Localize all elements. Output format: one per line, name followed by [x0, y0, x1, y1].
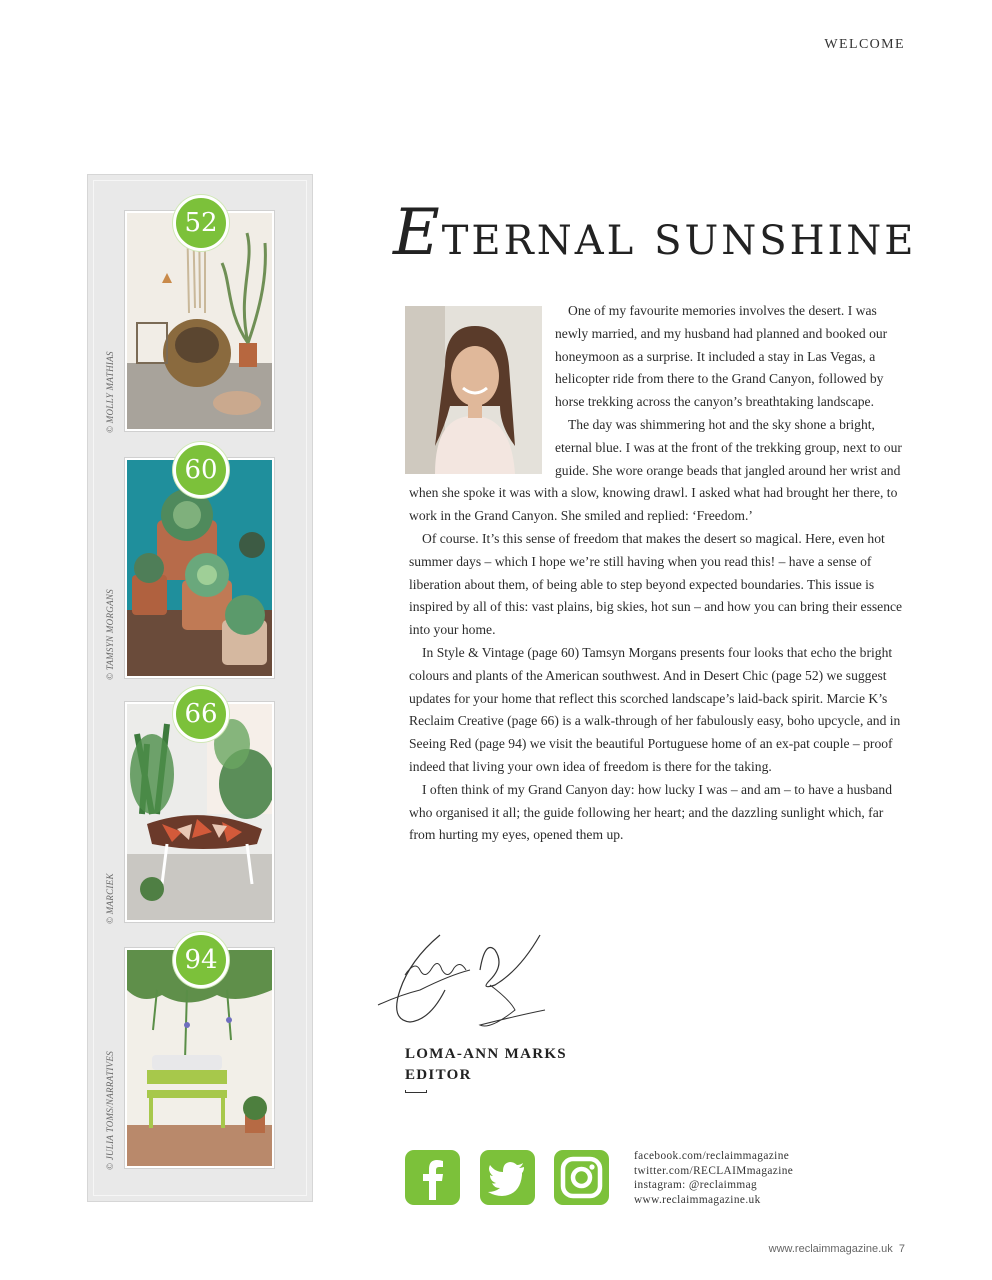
paragraph-5: I often think of my Grand Canyon day: how lucky I was – and am – to have a husband who organised it all; the guide following her heart; and the dazzling sunlight which, far from hurting my eyes, opened them up. [409, 781, 893, 843]
facebook-icon[interactable] [405, 1150, 460, 1205]
editor-role: EDITOR [405, 1067, 472, 1083]
photo-credit-1: © MOLLY MATHIAS [105, 351, 115, 433]
page-badge-94: 94 [173, 932, 229, 988]
paragraph-3: Of course. It’s this sense of freedom that makes the desert so magical. Here, even hot summer days – which I hope we’re still having when you read this! – have a sense of liberation about them, of being able to step beyond expected boundaries. This issue is inspired by all of this: vast plains, big skies, hot sun – and how you can bring their essence into your home. [409, 530, 903, 638]
contents-photo-strip [87, 174, 313, 1202]
facebook-link[interactable]: facebook.com/reclaimmagazine [634, 1150, 790, 1162]
footer-url: www.reclaimmagazine.uk [768, 1243, 893, 1255]
instagram-handle[interactable]: instagram: @reclaimmag [634, 1179, 758, 1192]
page-badge-60: 60 [173, 442, 229, 498]
paragraph-2: The day was shimmering hot and the sky shone a bright, eternal blue. I was at the front of the trekking group, next to our guide. She wore orange beads that jangled around her wrist and when she spoke it was with a slow, knowing drawl. I asked what had brought her there, to work in the Grand Canyon. She smiled and replied: ‘Freedom.’ [409, 416, 902, 524]
photo-credit-3: © MARCIEK [105, 873, 115, 924]
twitter-link[interactable]: twitter.com/RECLAIMmagazine [634, 1164, 794, 1177]
instagram-icon[interactable] [554, 1150, 609, 1205]
website-link[interactable]: www.reclaimmagazine.uk [634, 1194, 761, 1207]
photo-credit-2: © TAMSYN MORGANS [105, 589, 115, 680]
editor-letter [409, 300, 906, 847]
paragraph-4: In Style & Vintage (page 60) Tamsyn Morgans presents four looks that echo the bright colours and plants of the American southwest. And in Desert Chic (page 52) we suggest updates for your home that reflect this scorched landscape’s laid-back spirit. Marcie K’s Reclaim Creative (page 66) is a walk-through of her fabulously easy, boho upcycle, and in Seeing Red (page 94) we visit the beautiful Portuguese home of an ex-pat couple – proof indeed that living your own idea of freedom is there for the taking. [409, 644, 901, 774]
editor-signature [370, 930, 555, 1040]
editor-name: LOMA-ANN MARKS [405, 1046, 567, 1062]
page-badge-66: 66 [173, 686, 229, 742]
page-badge-52: 52 [173, 195, 229, 251]
twitter-icon[interactable] [480, 1150, 535, 1205]
photo-credit-4: © JULIA TOMS/NARRATIVES [105, 1050, 115, 1170]
decorative-rule [405, 1090, 427, 1093]
section-label: WELCOME [824, 37, 905, 52]
page-footer [769, 1243, 905, 1255]
paragraph-1: One of my favourite memories involves the desert. I was newly married, and my husband had planned and booked our honeymoon as a surprise. It included a stay in Las Vegas, a helicopter ride from there to the Grand Canyon, followed by horse trekking across the canyon’s breathtaking landscape. [555, 303, 888, 410]
page-number: 7 [898, 1243, 905, 1255]
social-links [634, 1149, 793, 1208]
page-title: ETERNAL SUNSHINE [393, 196, 917, 270]
